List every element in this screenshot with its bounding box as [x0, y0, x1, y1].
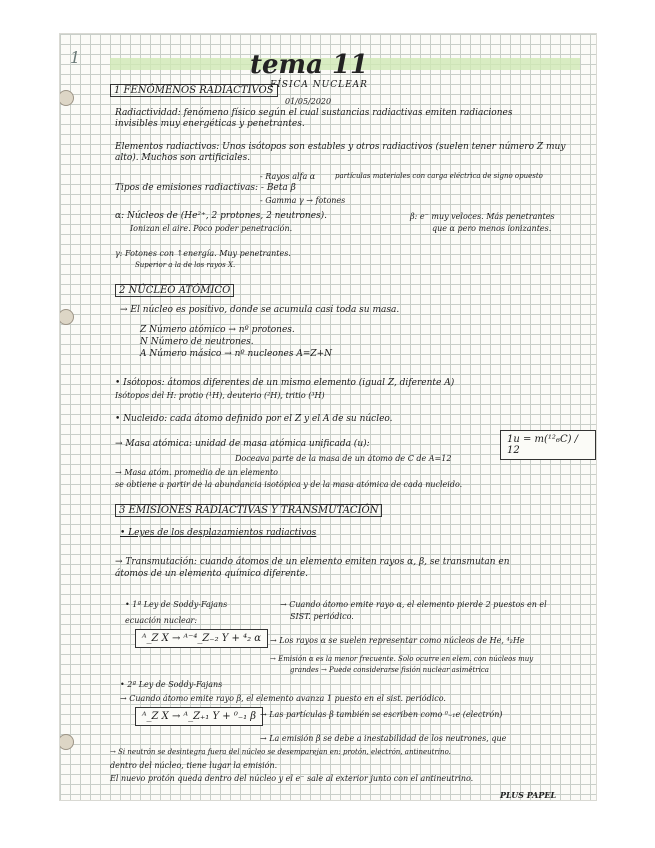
- punch-hole: [60, 309, 74, 325]
- text-line: • Nucleido: cada átomo definido por el Z y el A de su núcleo.: [115, 414, 393, 424]
- text-line: Z Número atómico → nº protones.: [140, 325, 295, 335]
- atomic-mass-unit-formula: 1u = m(¹²₆C) / 12: [500, 430, 596, 460]
- page-number: 1: [70, 48, 81, 67]
- text-line: - Gamma γ → fotones: [260, 196, 346, 205]
- text-line: → Los rayos α se suelen representar como núcleos de He, ⁴₂He: [270, 636, 525, 645]
- text-line: grandes → Puede considerarse fisión nuclear asimétrica: [290, 666, 489, 674]
- text-line: Radiactividad: fenómeno físico según el cual sustancias radiactivas emiten radiaciones: [115, 108, 513, 118]
- text-line: → Cuando átomo emite rayo β, el elemento avanza 1 puesto en el sist. periódico.: [120, 694, 446, 703]
- section-heading-3: 3 EMISIONES RADIACTIVAS Y TRANSMUTACIÓN: [115, 504, 382, 517]
- text-line: que α pero menos ionizantes.: [432, 224, 552, 233]
- alpha-decay-equation: ᴬ_Z X → ᴬ⁻⁴_Z₋₂ Y + ⁴₂ α: [135, 629, 268, 648]
- text-line: → Emisión α es la menor frecuente. Solo ocurre en elem. con núcleos muy: [270, 655, 534, 663]
- text-line: α: Núcleos de (He²⁺, 2 protones, 2 neutrones).: [115, 211, 328, 221]
- text-line: → La emisión β se debe a inestabilidad de los neutrones, que: [260, 734, 507, 743]
- text-line: • Leyes de los desplazamientos radiactivos: [120, 528, 317, 538]
- text-line: Isótopos del H: protio (¹H), deuterio (²H), tritio (³H): [115, 391, 325, 400]
- text-line: Doceava parte de la masa de un átomo de C de A=12: [235, 454, 452, 463]
- text-line: → Masa atómica: unidad de masa atómica unificada (u):: [115, 439, 370, 449]
- text-line: • 1ª Ley de Soddy-Fajans: [125, 600, 228, 609]
- text-line: → El núcleo es positivo, donde se acumula casi toda su masa.: [120, 305, 400, 315]
- notebook-page: [60, 34, 596, 800]
- section-heading-1: 1 FENÓMENOS RADIACTIVOS: [110, 84, 278, 97]
- text-line: • 2ª Ley de Soddy-Fajans: [120, 680, 223, 689]
- text-line: - Rayos alfa α: [260, 172, 316, 181]
- paper-brand: PLUS PAPEL: [500, 790, 557, 800]
- text-line: alto). Muchos son artificiales.: [115, 153, 251, 163]
- section-heading-2: 2 NÚCLEO ATÓMICO: [115, 284, 234, 297]
- text-line: El nuevo protón queda dentro del núcleo y el e⁻ sale al exterior junto con el antineutrino.: [110, 774, 474, 783]
- text-line: → Si neutrón se desintegra fuera del núcleo se desemparejan en: protón, electrón, antineutrino.: [110, 748, 451, 756]
- page-subtitle: FÍSICA NUCLEAR: [270, 80, 368, 90]
- text-line: Tipos de emisiones radiactivas: - Beta β: [115, 183, 296, 193]
- text-line: invisibles muy energéticas y penetrantes.: [115, 119, 305, 129]
- page-title: tema 11: [250, 50, 369, 80]
- text-line: → Cuando átomo emite rayo α, el elemento pierde 2 puestos en el: [280, 600, 547, 609]
- text-line: dentro del núcleo, tiene lugar la emisión.: [110, 761, 278, 770]
- text-line: γ: Fotones con ↑energía. Muy penetrantes.: [115, 249, 291, 258]
- beta-decay-equation: ᴬ_Z X → ᴬ_Z₊₁ Y + ⁰₋₁ β: [135, 707, 263, 726]
- text-line: átomos de un elemento químico diferente.: [115, 569, 309, 579]
- text-line: N Número de neutrones.: [140, 337, 254, 347]
- text-line: SIST. periódico.: [290, 612, 354, 621]
- text-line: Elementos radiactivos: Unos isótopos son estables y otros radiactivos (suelen tener número Z muy: [115, 142, 566, 152]
- punch-hole: [60, 734, 74, 750]
- text-line: A Número másico → nº nucleones A=Z+N: [140, 349, 333, 359]
- text-line: → Transmutación: cuando átomos de un elemento emiten rayos α, β, se transmutan en: [115, 557, 510, 567]
- punch-hole: [60, 90, 74, 106]
- text-line: Superior a la de los rayos X.: [135, 261, 236, 269]
- text-line: Ionizan el aire. Poco poder penetración.: [130, 224, 293, 233]
- text-line: se obtiene a partir de la abundancia isotópica y de la masa atómica de cada nucleido.: [115, 480, 463, 489]
- text-line: → Las partículas β también se escriben como ⁰₋₁e (electrón): [260, 710, 503, 719]
- date: 01/05/2020: [285, 97, 332, 106]
- text-line: partículas materiales con carga eléctrica de signo opuesto: [335, 172, 543, 180]
- text-line: β: e⁻ muy veloces. Más penetrantes: [410, 212, 555, 221]
- text-line: → Masa atóm. promedio de un elemento: [115, 468, 278, 477]
- text-line: • Isótopos: átomos diferentes de un mismo elemento (igual Z, diferente A): [115, 378, 455, 388]
- text-line: ecuación nuclear:: [125, 616, 198, 625]
